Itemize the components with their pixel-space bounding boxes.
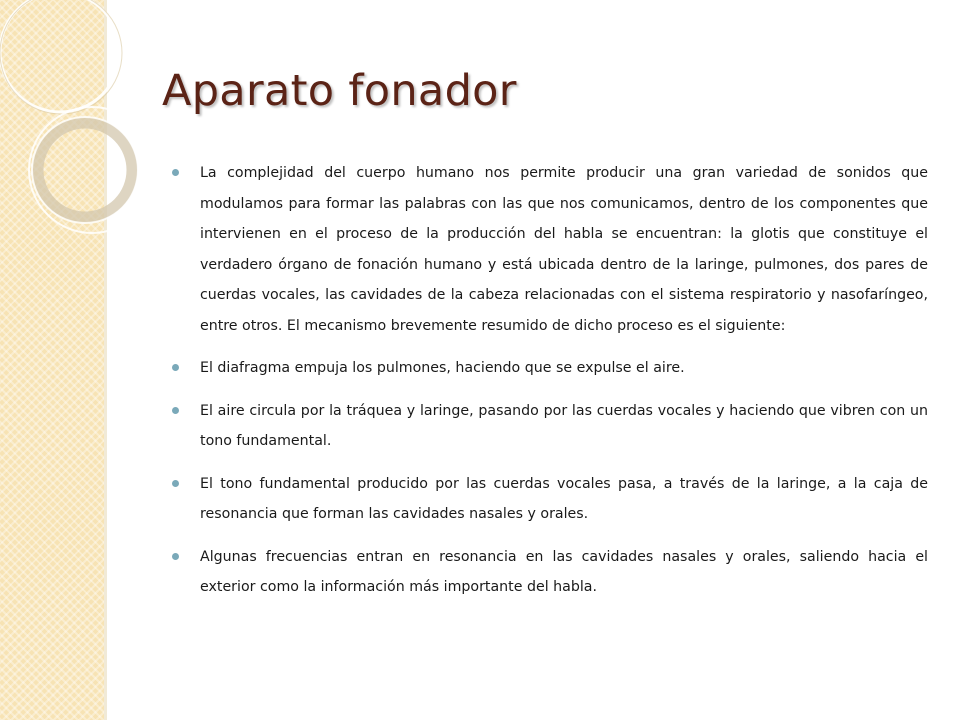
bullet-item: [170, 469, 928, 530]
bullet-dot-icon: [172, 480, 179, 487]
bullet-dot-icon: [172, 169, 179, 176]
slide-title: Aparato fonador: [162, 66, 517, 116]
panel-edge-line: [104, 0, 107, 720]
bullet-dot-icon: [172, 553, 179, 560]
bullet-item: [170, 353, 928, 384]
bullet-text: El diafragma empuja los pulmones, haciendo que se expulse el aire.: [200, 360, 685, 376]
side-decorative-panel: [0, 0, 107, 720]
bullet-list: [170, 158, 928, 615]
bullet-text: La complejidad del cuerpo humano nos permite producir una gran variedad de sonidos que modulamos para formar las palabras con las que nos comunicamos, dentro de los componentes que intervienen en el proceso de la producción del habla se encuentran: la glotis que constituye el verdadero órgano de fonación humano y está ubicada dentro de la laringe, pulmones, dos pares de cuerdas vocales, las cavidades de la cabeza relacionadas con el sistema respiratorio y nasofaríngeo, entre otros. El mecanismo brevemente resumido de dicho proceso es el siguiente:: [200, 165, 928, 334]
bullet-dot-icon: [172, 407, 179, 414]
bullet-text: Algunas frecuencias entran en resonancia en las cavidades nasales y orales, saliendo hacia el exterior como la información más importante del habla.: [200, 548, 928, 595]
bullet-dot-icon: [172, 364, 179, 371]
bullet-text: El tono fundamental producido por las cuerdas vocales pasa, a través de la laringe, a la caja de resonancia que forman las cavidades nasales y orales.: [200, 475, 928, 522]
bullet-item: [170, 158, 928, 341]
bullet-item: [170, 396, 928, 457]
bullet-item: [170, 542, 928, 603]
bullet-text: El aire circula por la tráquea y laringe, pasando por las cuerdas vocales y haciendo que vibren con un tono fundamental.: [200, 402, 928, 449]
